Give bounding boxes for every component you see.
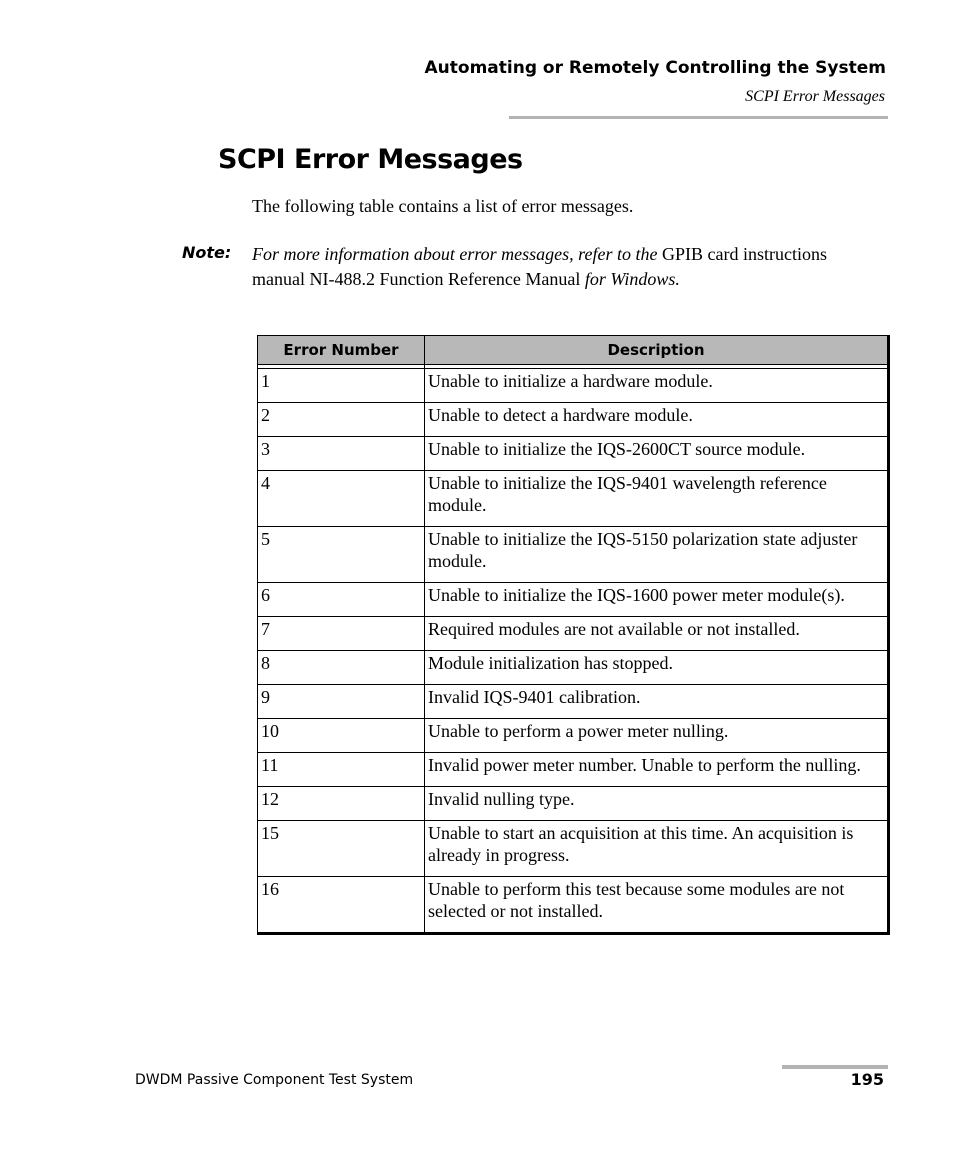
header-divider (509, 116, 888, 119)
error-number-cell: 10 (258, 719, 425, 753)
column-header-error-number: Error Number (258, 336, 425, 365)
error-number-cell: 8 (258, 651, 425, 685)
error-description-cell: Unable to perform this test because some modules are not selected or not installed. (425, 877, 889, 934)
error-number-cell: 5 (258, 527, 425, 583)
error-number-cell: 3 (258, 437, 425, 471)
note-text-part2: GPIB card instructions manual NI-488.2 Function Reference Manual (252, 244, 827, 289)
error-number-cell: 15 (258, 821, 425, 877)
column-header-description: Description (425, 336, 889, 365)
table-row (258, 437, 889, 471)
error-description-cell: Unable to initialize a hardware module. (425, 369, 889, 403)
error-number-cell: 1 (258, 369, 425, 403)
error-description-cell: Unable to initialize the IQS-1600 power meter module(s). (425, 583, 889, 617)
error-description-cell: Module initialization has stopped. (425, 651, 889, 685)
note-text-part3: for Windows. (584, 269, 680, 289)
intro-paragraph: The following table contains a list of error messages. (252, 196, 634, 216)
page-number: 195 (850, 1070, 884, 1089)
error-description-cell: Unable to start an acquisition at this time. An acquisition is already in progress. (425, 821, 889, 877)
table-header-row (258, 336, 889, 365)
error-description-cell: Invalid nulling type. (425, 787, 889, 821)
page-title: SCPI Error Messages (218, 144, 523, 175)
error-number-cell: 2 (258, 403, 425, 437)
table-row (258, 403, 889, 437)
table-row (258, 787, 889, 821)
error-number-cell: 12 (258, 787, 425, 821)
error-table (257, 335, 890, 935)
table-row (258, 821, 889, 877)
table-row (258, 685, 889, 719)
table-row (258, 877, 889, 934)
error-description-cell: Invalid IQS-9401 calibration. (425, 685, 889, 719)
table-row (258, 369, 889, 403)
error-description-cell: Unable to initialize the IQS-2600CT source module. (425, 437, 889, 471)
table-row (258, 753, 889, 787)
error-description-cell: Unable to initialize the IQS-5150 polarization state adjuster module. (425, 527, 889, 583)
error-description-cell: Unable to initialize the IQS-9401 wavelength reference module. (425, 471, 889, 527)
table-row (258, 527, 889, 583)
error-description-cell: Required modules are not available or not installed. (425, 617, 889, 651)
error-number-cell: 6 (258, 583, 425, 617)
running-header-section: SCPI Error Messages (745, 88, 885, 105)
error-description-cell: Unable to detect a hardware module. (425, 403, 889, 437)
error-number-cell: 4 (258, 471, 425, 527)
error-number-cell: 11 (258, 753, 425, 787)
note-text (252, 242, 872, 292)
footer-divider (782, 1065, 888, 1069)
table-row (258, 617, 889, 651)
footer-document-title: DWDM Passive Component Test System (135, 1072, 414, 1088)
error-number-cell: 16 (258, 877, 425, 934)
table-row (258, 651, 889, 685)
note-text-part1: For more information about error messages, refer to the (252, 244, 658, 264)
table-row (258, 471, 889, 527)
table-row (258, 719, 889, 753)
error-description-cell: Invalid power meter number. Unable to perform the nulling. (425, 753, 889, 787)
note-label: Note: (182, 243, 232, 262)
error-description-cell: Unable to perform a power meter nulling. (425, 719, 889, 753)
error-number-cell: 7 (258, 617, 425, 651)
error-number-cell: 9 (258, 685, 425, 719)
table-row (258, 583, 889, 617)
running-header-chapter: Automating or Remotely Controlling the System (424, 58, 886, 78)
